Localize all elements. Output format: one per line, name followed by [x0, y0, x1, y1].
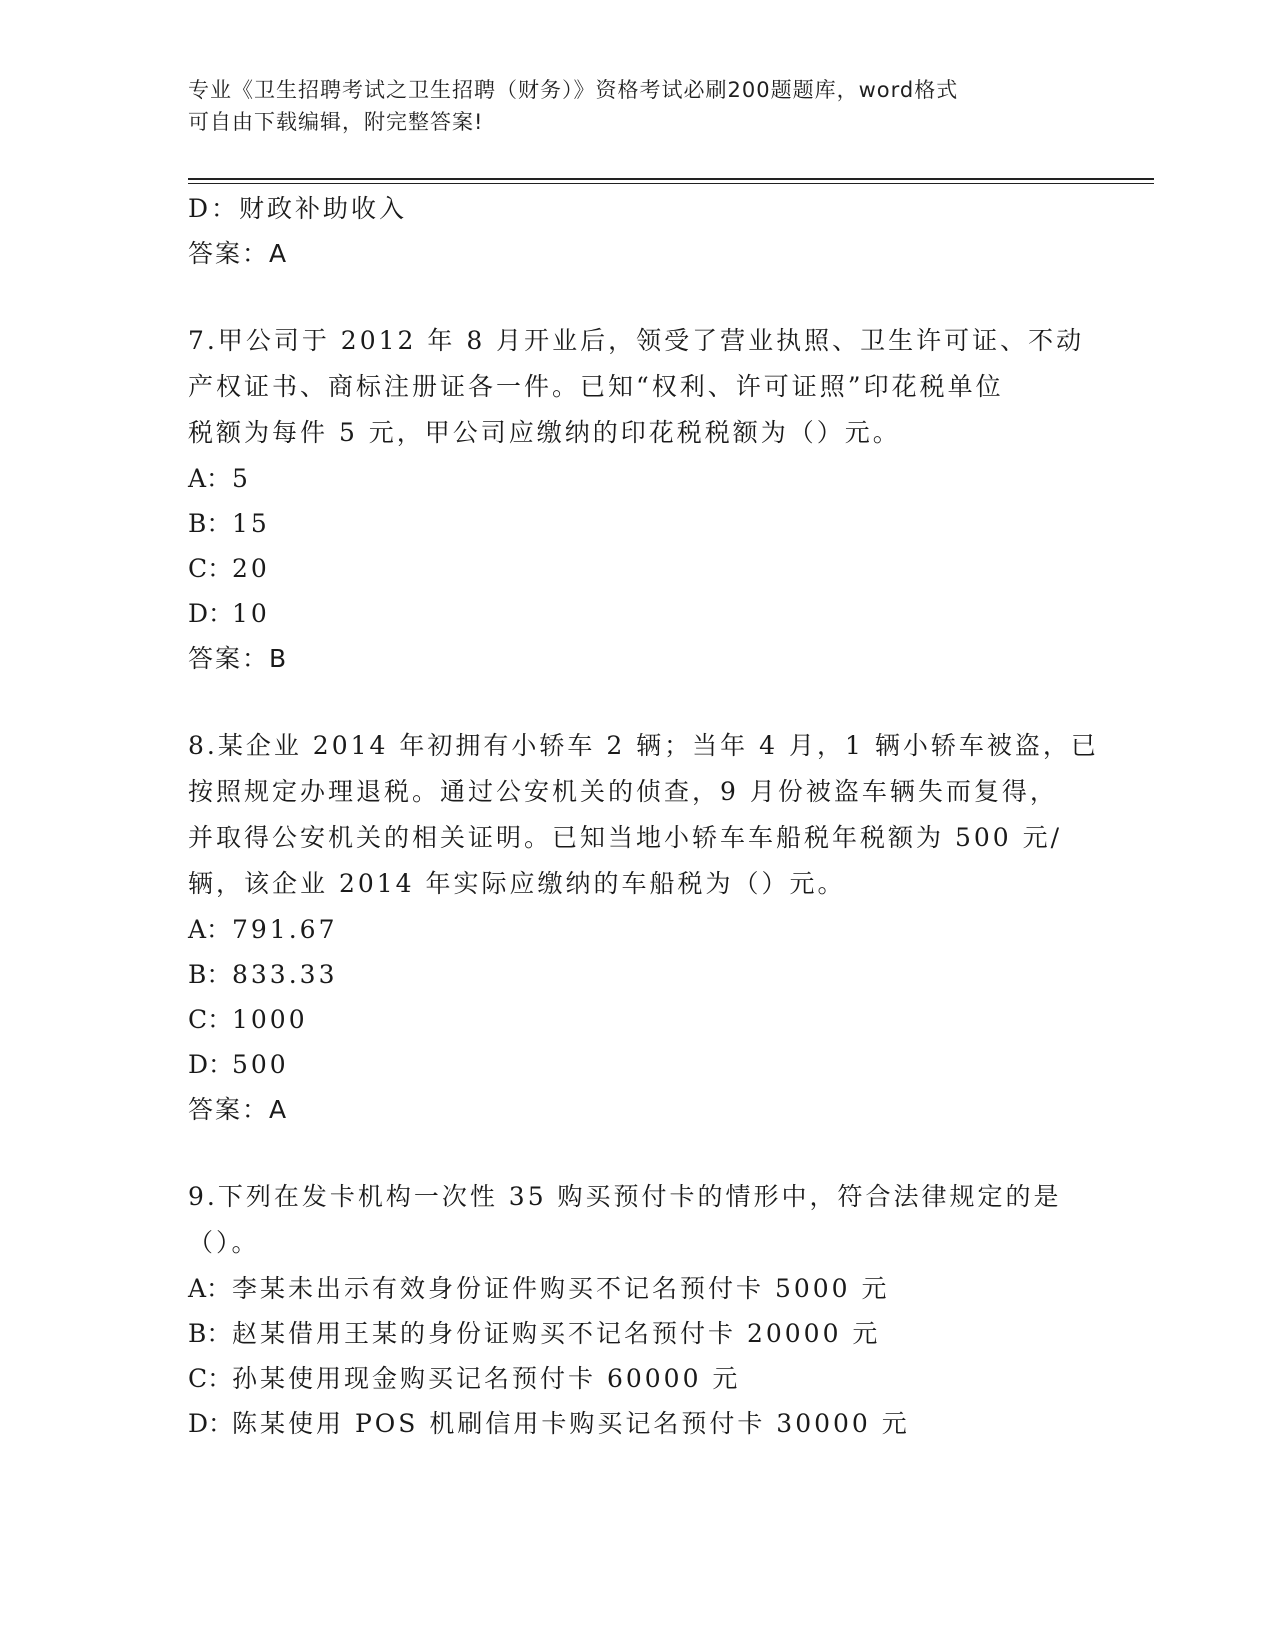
option-text: 10	[232, 599, 270, 628]
option-letter: C：	[188, 1364, 233, 1393]
question-9-option-b	[188, 1311, 1088, 1356]
option-text: 1000	[232, 1005, 308, 1034]
question-9-option-d	[188, 1401, 1088, 1446]
header-rule-thin	[188, 183, 1154, 184]
question-8-option-d	[188, 1042, 1088, 1087]
option-letter: D：	[188, 1050, 234, 1079]
header-line-1: 专业《卫生招聘考试之卫生招聘（财务）》资格考试必刷200题题库，word格式	[188, 78, 959, 102]
prev-answer: 答案：A	[188, 239, 289, 268]
question-8-option-b	[188, 952, 1088, 997]
option-text: 15	[232, 509, 270, 538]
question-8-option-a	[188, 907, 1088, 952]
option-text: 500	[232, 1050, 289, 1079]
question-9-stem	[188, 1174, 1088, 1266]
question-8-stem-line: 辆，该企业 2014 年实际应缴纳的车船税为（）元。	[188, 869, 846, 898]
option-text: 李某未出示有效身份证件购买不记名预付卡 5000 元	[232, 1274, 890, 1303]
question-7-option-c	[188, 546, 1088, 591]
question-8-stem-line: 并取得公安机关的相关证明。已知当地小轿车车船税年税额为 500 元/	[188, 823, 1063, 852]
option-letter: D：	[188, 1409, 234, 1438]
option-letter: A：	[188, 464, 232, 493]
question-7-option-d	[188, 591, 1088, 636]
option-letter: B：	[188, 1319, 232, 1348]
option-text: 20	[232, 554, 270, 583]
question-8-stem-line: 按照规定办理退税。通过公安机关的侦查，9 月份被盗车辆失而复得，	[188, 777, 1058, 806]
question-8-option-c	[188, 997, 1088, 1042]
option-letter: A：	[188, 1274, 232, 1303]
page-header	[188, 74, 1088, 138]
question-9-stem-line: （）。	[188, 1228, 260, 1257]
option-letter: B：	[188, 960, 232, 989]
prev-option-d: D：财政补助收入	[188, 194, 408, 223]
header-rule-thick	[188, 178, 1154, 180]
option-letter: C：	[188, 1005, 233, 1034]
option-letter: B：	[188, 509, 232, 538]
question-9-option-a	[188, 1266, 1088, 1311]
option-text: 孙某使用现金购买记名预付卡 60000 元	[232, 1364, 741, 1393]
question-7-stem-line: 税额为每件 5 元，甲公司应缴纳的印花税税额为（）元。	[188, 418, 901, 447]
option-letter: A：	[188, 915, 232, 944]
option-text: 791.67	[232, 915, 338, 944]
question-7-option-a	[188, 456, 1088, 501]
question-9-stem-line: 9.下列在发卡机构一次性 35 购买预付卡的情形中，符合法律规定的是	[188, 1182, 1062, 1211]
option-letter: D：	[188, 599, 234, 628]
question-8-stem	[188, 723, 1099, 907]
question-7-option-b	[188, 501, 1088, 546]
question-7-stem	[188, 318, 1088, 456]
option-text: 陈某使用 POS 机刷信用卡购买记名预付卡 30000 元	[232, 1409, 910, 1438]
question-8-stem-line: 8.某企业 2014 年初拥有小轿车 2 辆；当年 4 月，1 辆小轿车被盗，已	[188, 731, 1099, 760]
question-7-answer: 答案：B	[188, 644, 289, 673]
option-text: 赵某借用王某的身份证购买不记名预付卡 20000 元	[232, 1319, 881, 1348]
question-7-stem-line: 7.甲公司于 2012 年 8 月开业后，领受了营业执照、卫生许可证、不动	[188, 326, 1085, 355]
question-8-answer: 答案：A	[188, 1095, 289, 1124]
option-text: 833.33	[232, 960, 338, 989]
question-9-option-c	[188, 1356, 1088, 1401]
option-text: 5	[232, 464, 251, 493]
header-line-2: 可自由下载编辑，附完整答案!	[188, 110, 484, 134]
question-7-stem-line: 产权证书、商标注册证各一件。已知“权利、许可证照”印花税单位	[188, 372, 1004, 401]
option-letter: C：	[188, 554, 233, 583]
document-body	[188, 186, 1099, 1446]
